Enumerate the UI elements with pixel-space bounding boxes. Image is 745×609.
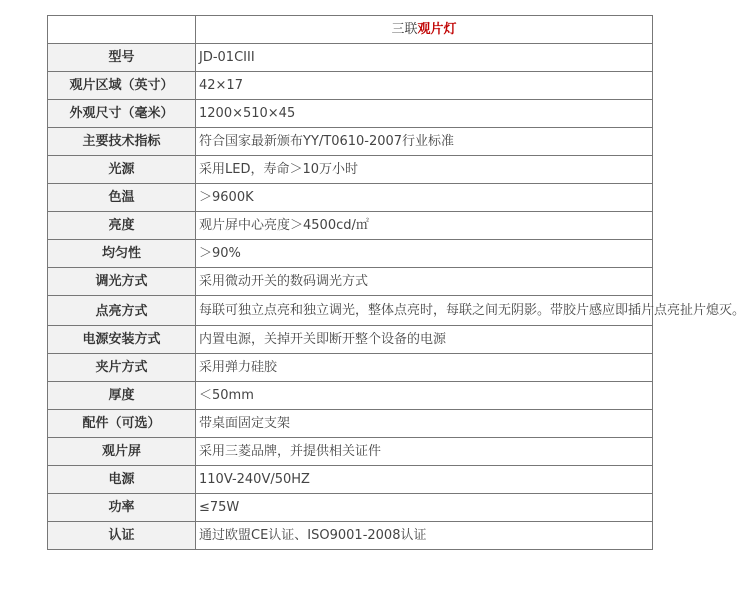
spec-label-viewing-area: 观片区域（英寸） <box>48 72 196 100</box>
spec-row-film-clip <box>48 354 653 382</box>
spec-label-model: 型号 <box>48 44 196 72</box>
spec-label-light-source: 光源 <box>48 156 196 184</box>
spec-table <box>47 15 745 550</box>
spec-label-dimensions: 外观尺寸（毫米） <box>48 100 196 128</box>
spec-label-color-temp: 色温 <box>48 184 196 212</box>
spec-row-color-temp <box>48 184 653 212</box>
spec-row-viewing-screen <box>48 438 653 466</box>
spec-row-power-mounting <box>48 326 653 354</box>
spec-value-power-mounting: 内置电源，关掉开关即断开整个设备的电源 <box>196 326 653 354</box>
spec-label-brightness: 亮度 <box>48 212 196 240</box>
spec-row-model <box>48 44 653 72</box>
spec-label-accessories: 配件（可选） <box>48 410 196 438</box>
header-blank-cell <box>48 16 196 44</box>
spec-row-brightness <box>48 212 653 240</box>
spec-label-power: 功率 <box>48 494 196 522</box>
spec-value-uniformity: ＞90% <box>196 240 653 268</box>
spec-label-uniformity: 均匀性 <box>48 240 196 268</box>
spec-label-dimming-mode: 调光方式 <box>48 268 196 296</box>
spec-value-film-clip: 采用弹力硅胶 <box>196 354 653 382</box>
spec-row-power-supply <box>48 466 653 494</box>
table-title <box>196 16 653 44</box>
table-header-row <box>48 16 653 44</box>
spec-row-uniformity <box>48 240 653 268</box>
spec-row-accessories <box>48 410 653 438</box>
spec-row-dimensions <box>48 100 653 128</box>
spec-row-power <box>48 494 653 522</box>
spec-row-light-source <box>48 156 653 184</box>
spec-label-lighting-mode: 点亮方式 <box>48 296 196 326</box>
spec-label-power-supply: 电源 <box>48 466 196 494</box>
spec-value-power-supply: 110V-240V/50HZ <box>196 466 653 494</box>
spec-value-lighting-mode: 每联可独立点亮和独立调光，整体点亮时，每联之间无阴影。带胶片感应即插片点亮扯片熄灭。 <box>196 296 653 326</box>
spec-value-model: JD-01CIII <box>196 44 653 72</box>
table-title-accent: 观片灯 <box>417 22 457 37</box>
spec-value-dimensions: 1200×510×45 <box>196 100 653 128</box>
spec-value-tech-standard: 符合国家最新颁布YY/T0610-2007行业标准 <box>196 128 653 156</box>
spec-value-certification: 通过欧盟CE认证、ISO9001-2008认证 <box>196 522 653 550</box>
spec-row-dimming-mode <box>48 268 653 296</box>
spec-label-thickness: 厚度 <box>48 382 196 410</box>
spec-row-thickness <box>48 382 653 410</box>
spec-label-viewing-screen: 观片屏 <box>48 438 196 466</box>
spec-label-film-clip: 夹片方式 <box>48 354 196 382</box>
spec-value-thickness: ＜50mm <box>196 382 653 410</box>
spec-label-power-mounting: 电源安装方式 <box>48 326 196 354</box>
spec-row-viewing-area <box>48 72 653 100</box>
spec-value-color-temp: ＞9600K <box>196 184 653 212</box>
spec-value-accessories: 带桌面固定支架 <box>196 410 653 438</box>
spec-label-tech-standard: 主要技术指标 <box>48 128 196 156</box>
spec-row-tech-standard <box>48 128 653 156</box>
spec-row-lighting-mode <box>48 296 653 326</box>
spec-value-light-source: 采用LED，寿命＞10万小时 <box>196 156 653 184</box>
spec-value-power: ≤75W <box>196 494 653 522</box>
table-title-prefix: 三联 <box>391 22 418 37</box>
spec-value-brightness: 观片屏中心亮度＞4500cd/㎡ <box>196 212 653 240</box>
spec-value-dimming-mode: 采用微动开关的数码调光方式 <box>196 268 653 296</box>
spec-value-viewing-area: 42×17 <box>196 72 653 100</box>
spec-row-certification <box>48 522 653 550</box>
spec-table-body <box>48 16 745 550</box>
spec-value-viewing-screen: 采用三菱品牌，并提供相关证件 <box>196 438 653 466</box>
spec-label-certification: 认证 <box>48 522 196 550</box>
